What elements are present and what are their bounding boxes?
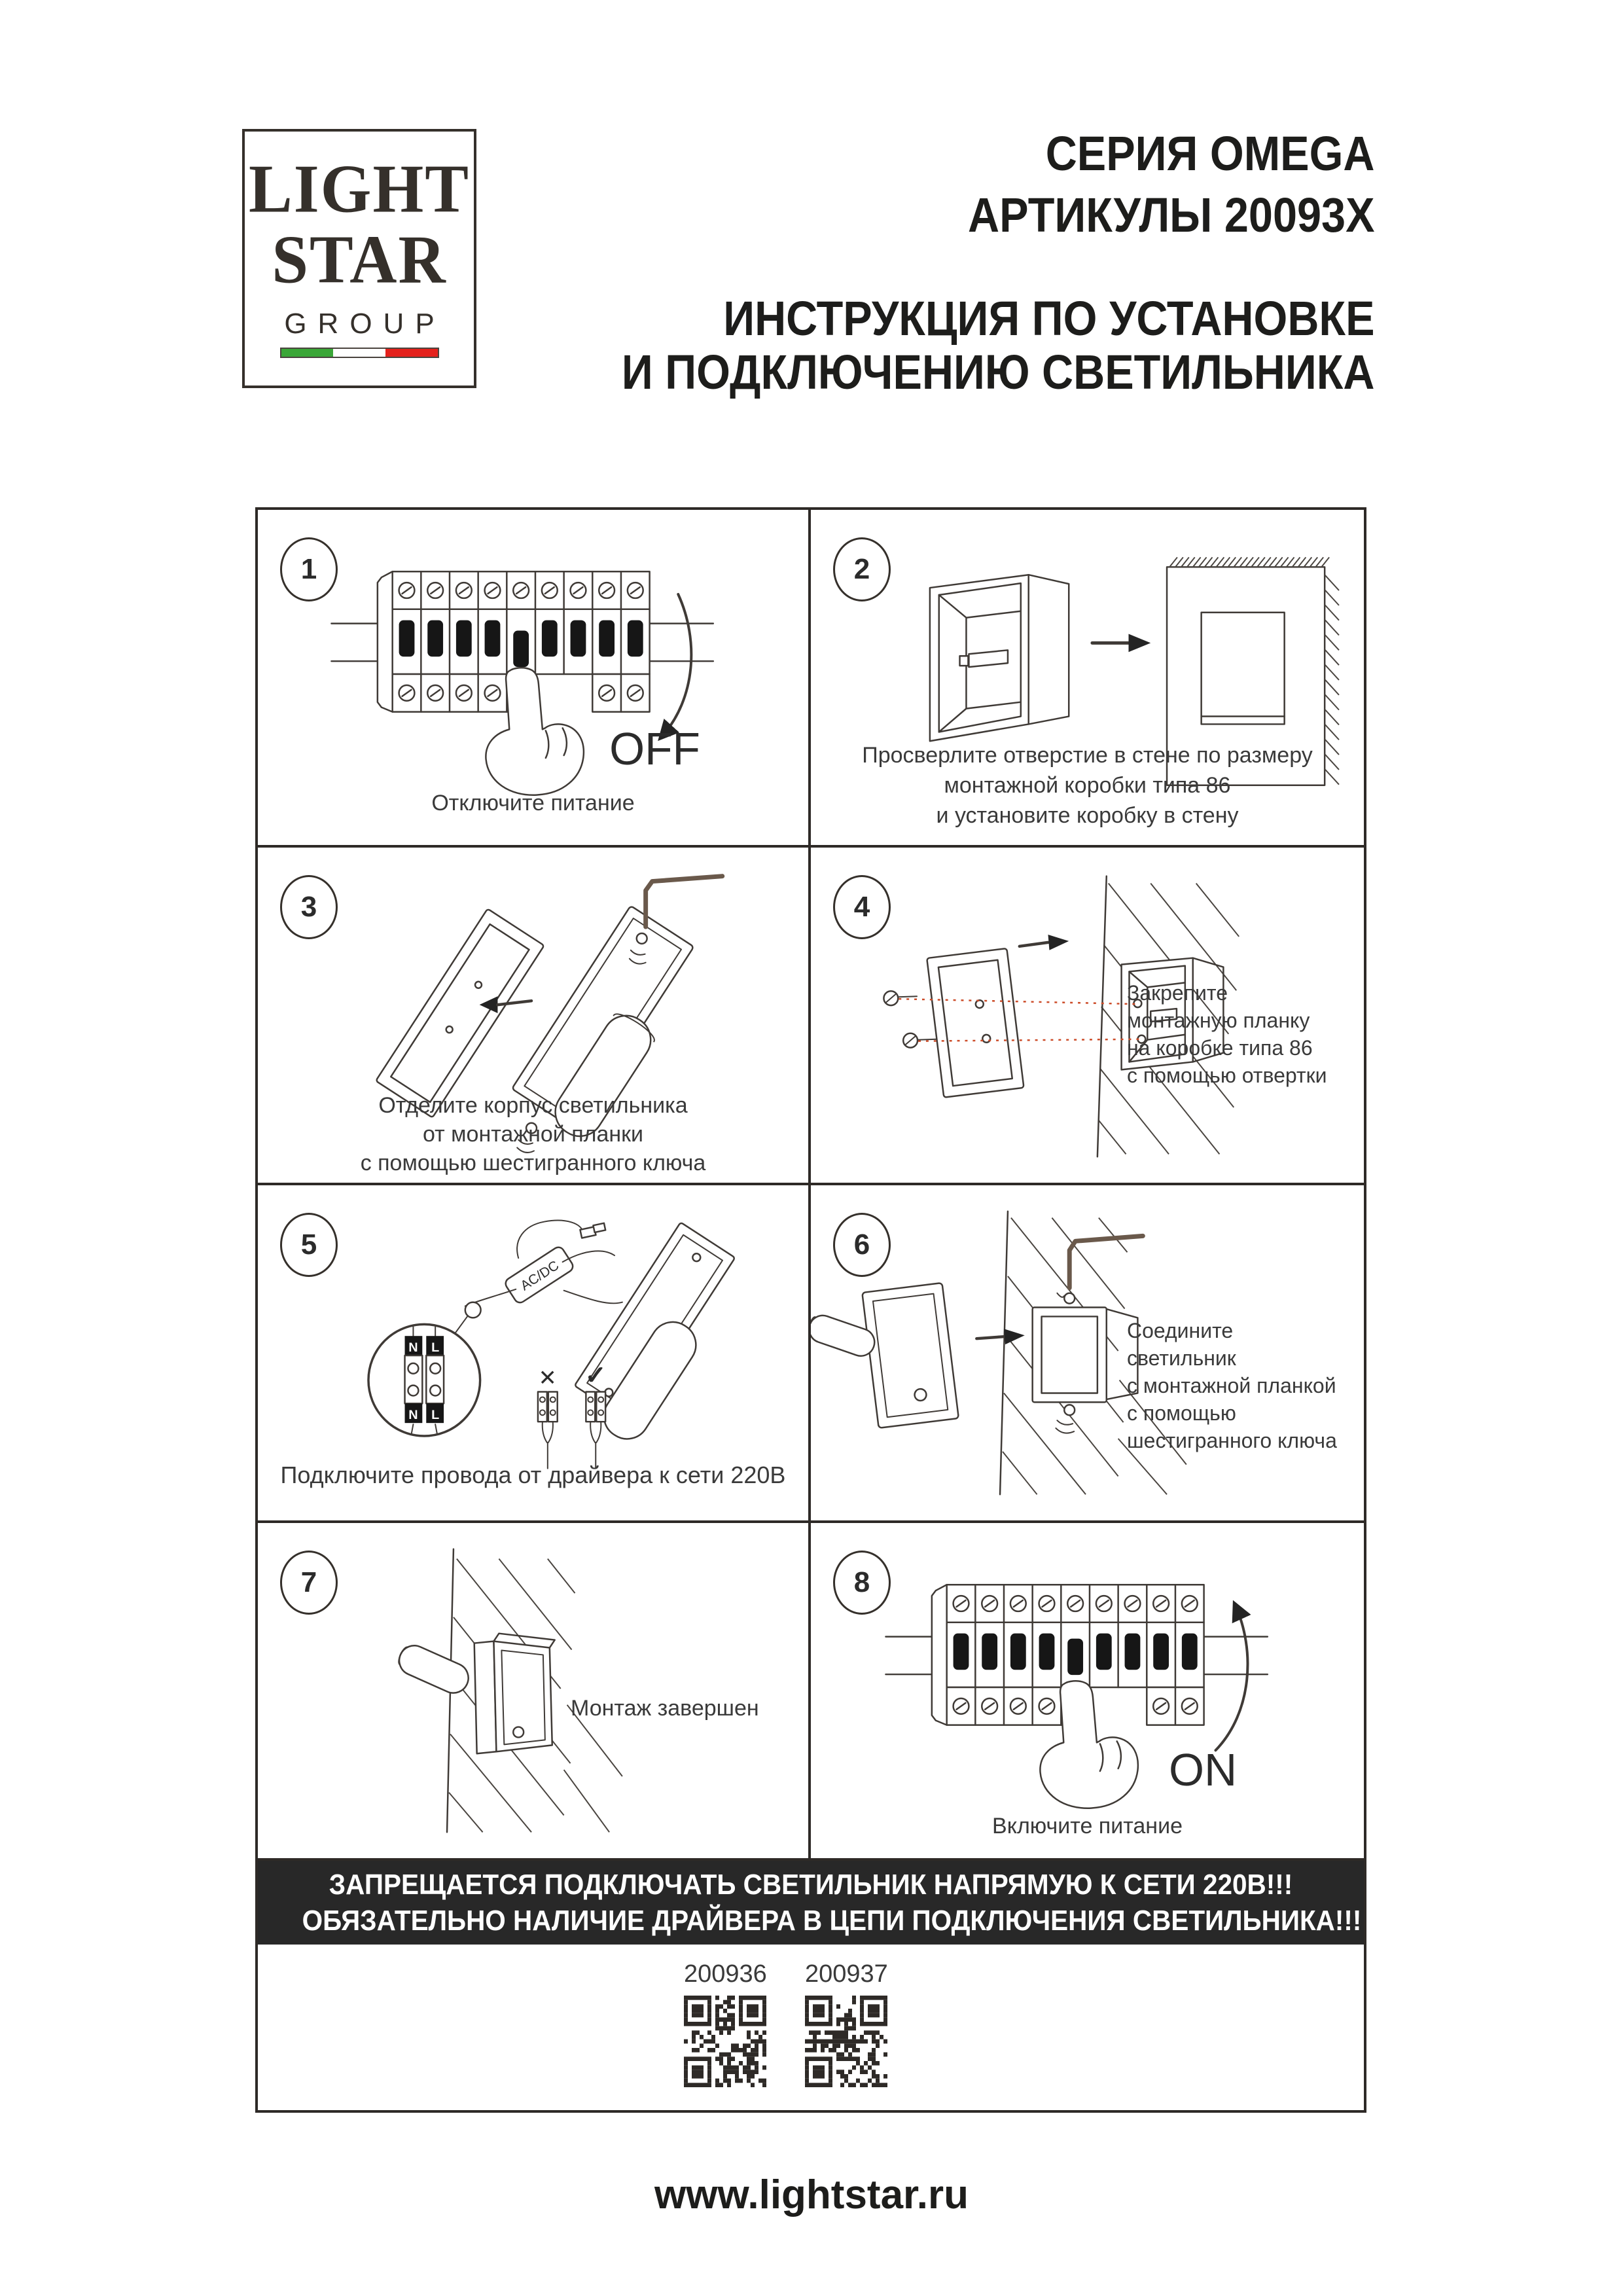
- step-caption: Монтаж завершен: [571, 1696, 759, 1721]
- arrow-down-icon: [661, 594, 691, 737]
- warning-banner: [258, 1861, 1364, 1945]
- logo-star: STAR: [272, 221, 447, 298]
- plug-connector: [580, 1223, 605, 1238]
- grid-row-2: [258, 848, 1364, 1185]
- arrow-up-icon: [1215, 1605, 1247, 1750]
- arrow-right-icon: [976, 1329, 1024, 1344]
- warning-line-2: ОБЯЗАТЕЛЬНО НАЛИЧИЕ ДРАЙВЕРА В ЦЕПИ ПОДКЛЮЧЕНИЯ СВЕТИЛЬНИКА!!!: [302, 1905, 1362, 1937]
- logo-light: LIGHT: [249, 151, 470, 227]
- step-cell-6: [811, 1185, 1364, 1523]
- step-cell-4: [811, 848, 1364, 1185]
- terminal-n-top: N: [408, 1340, 418, 1355]
- wrong-connection: [538, 1366, 558, 1469]
- qr-item: [805, 1962, 887, 2090]
- mounting-plate: [927, 948, 1024, 1098]
- arrow-right-icon: [1092, 634, 1150, 653]
- series-title: СЕРИЯ OMEGA: [1045, 126, 1374, 181]
- step-caption: Просверлите отверстие в стене по размеру монтажной коробки типа 86 и установите коробку в стену: [862, 743, 1313, 828]
- grid-row-3: [258, 1185, 1364, 1523]
- terminal-n-bottom: N: [408, 1408, 418, 1423]
- step-number-badge: 1: [280, 537, 338, 601]
- step-number-badge: 2: [833, 537, 891, 601]
- step-number-badge: 5: [280, 1213, 338, 1277]
- header-instruction-block: [621, 292, 1374, 399]
- flag-red: [385, 349, 438, 357]
- step-caption: Подключите провода от драйвера к сети 220В: [280, 1462, 786, 1488]
- step-cell-7: [258, 1523, 811, 1861]
- qr-label: 200937: [805, 1960, 888, 1988]
- off-label: OFF: [609, 723, 700, 774]
- step-cell-5: [258, 1185, 811, 1523]
- step-cell-3: [258, 848, 811, 1185]
- qr-code-icon: [805, 1996, 887, 2087]
- correct-connection: [585, 1361, 607, 1469]
- breaker-levers: [954, 1634, 1198, 1676]
- step-cell-2: [811, 510, 1364, 848]
- step-cell-8: [811, 1523, 1364, 1861]
- mounted-plate-box: [1033, 1308, 1138, 1403]
- footer-website: www.lightstar.ru: [654, 2172, 969, 2217]
- step-number-badge: 7: [280, 1551, 338, 1615]
- arrow-right-icon: [1020, 935, 1069, 950]
- wall-edge: [1097, 876, 1107, 1157]
- mounted-lamp: [395, 1634, 555, 1754]
- step-caption: Включите питание: [992, 1814, 1183, 1839]
- driver-label: AC/DC: [518, 1257, 562, 1294]
- logo-group: GROUP: [284, 308, 446, 340]
- on-label: ON: [1169, 1744, 1238, 1795]
- step-caption: Закрепите монтажную планку на коробке типа 86 с помощью отвертки: [1127, 981, 1327, 1087]
- qr-section: [258, 1945, 1364, 2110]
- screw-top: [1057, 1293, 1075, 1304]
- wrong-mark: ✕: [538, 1365, 557, 1391]
- lamp-body: [811, 1283, 959, 1435]
- instruction-title-line2: И ПОДКЛЮЧЕНИЮ СВЕТИЛЬНИКА: [621, 345, 1374, 399]
- qr-code-icon: [684, 1996, 766, 2087]
- instruction-grid: [255, 507, 1366, 2113]
- lightstar-logo: [242, 129, 476, 388]
- step-number-badge: 8: [833, 1551, 891, 1615]
- instruction-title-line1: ИНСТРУКЦИЯ ПО УСТАНОВКЕ: [722, 291, 1374, 346]
- terminal-l-top: L: [431, 1340, 440, 1355]
- flag-white: [333, 349, 385, 357]
- magnifier-terminals: [368, 1324, 480, 1436]
- qr-label: 200936: [684, 1960, 767, 1988]
- mounted-lamp-illustration: [258, 1523, 808, 1858]
- circuit-breaker-on-illustration: [811, 1523, 1364, 1858]
- italian-flag-stripe: [280, 348, 439, 358]
- step-caption: Отключите питание: [431, 791, 635, 816]
- grid-row-1: [258, 510, 1364, 848]
- hex-key-icon: [1069, 1236, 1143, 1287]
- qr-item: [684, 1962, 766, 2090]
- terminal-l-bottom: L: [431, 1408, 440, 1423]
- step-caption: Соедините светильник с монтажной планкой с помощью шестигранного ключа: [1127, 1319, 1337, 1452]
- correct-mark: ✓: [584, 1361, 607, 1390]
- header-series-block: [968, 123, 1374, 246]
- articles-title: АРТИКУЛЫ 20093Х: [967, 188, 1374, 242]
- hex-key-icon: [646, 876, 722, 927]
- step-number-badge: 6: [833, 1213, 891, 1277]
- driver-box: [503, 1245, 575, 1304]
- wall-edge: [1000, 1211, 1008, 1495]
- grid-row-4: [258, 1523, 1364, 1861]
- flag-green: [281, 349, 334, 357]
- warning-line-1: ЗАПРЕЩАЕТСЯ ПОДКЛЮЧАТЬ СВЕТИЛЬНИК НАПРЯМУЮ К СЕТИ 220В!!!: [329, 1869, 1293, 1901]
- step-number-badge: 4: [833, 875, 891, 939]
- step-caption: Отделите корпус светильника от монтажной планки с помощью шестигранного ключа: [360, 1093, 706, 1175]
- step-number-badge: 3: [280, 875, 338, 939]
- step-cell-1: [258, 510, 811, 848]
- screws: [883, 991, 936, 1047]
